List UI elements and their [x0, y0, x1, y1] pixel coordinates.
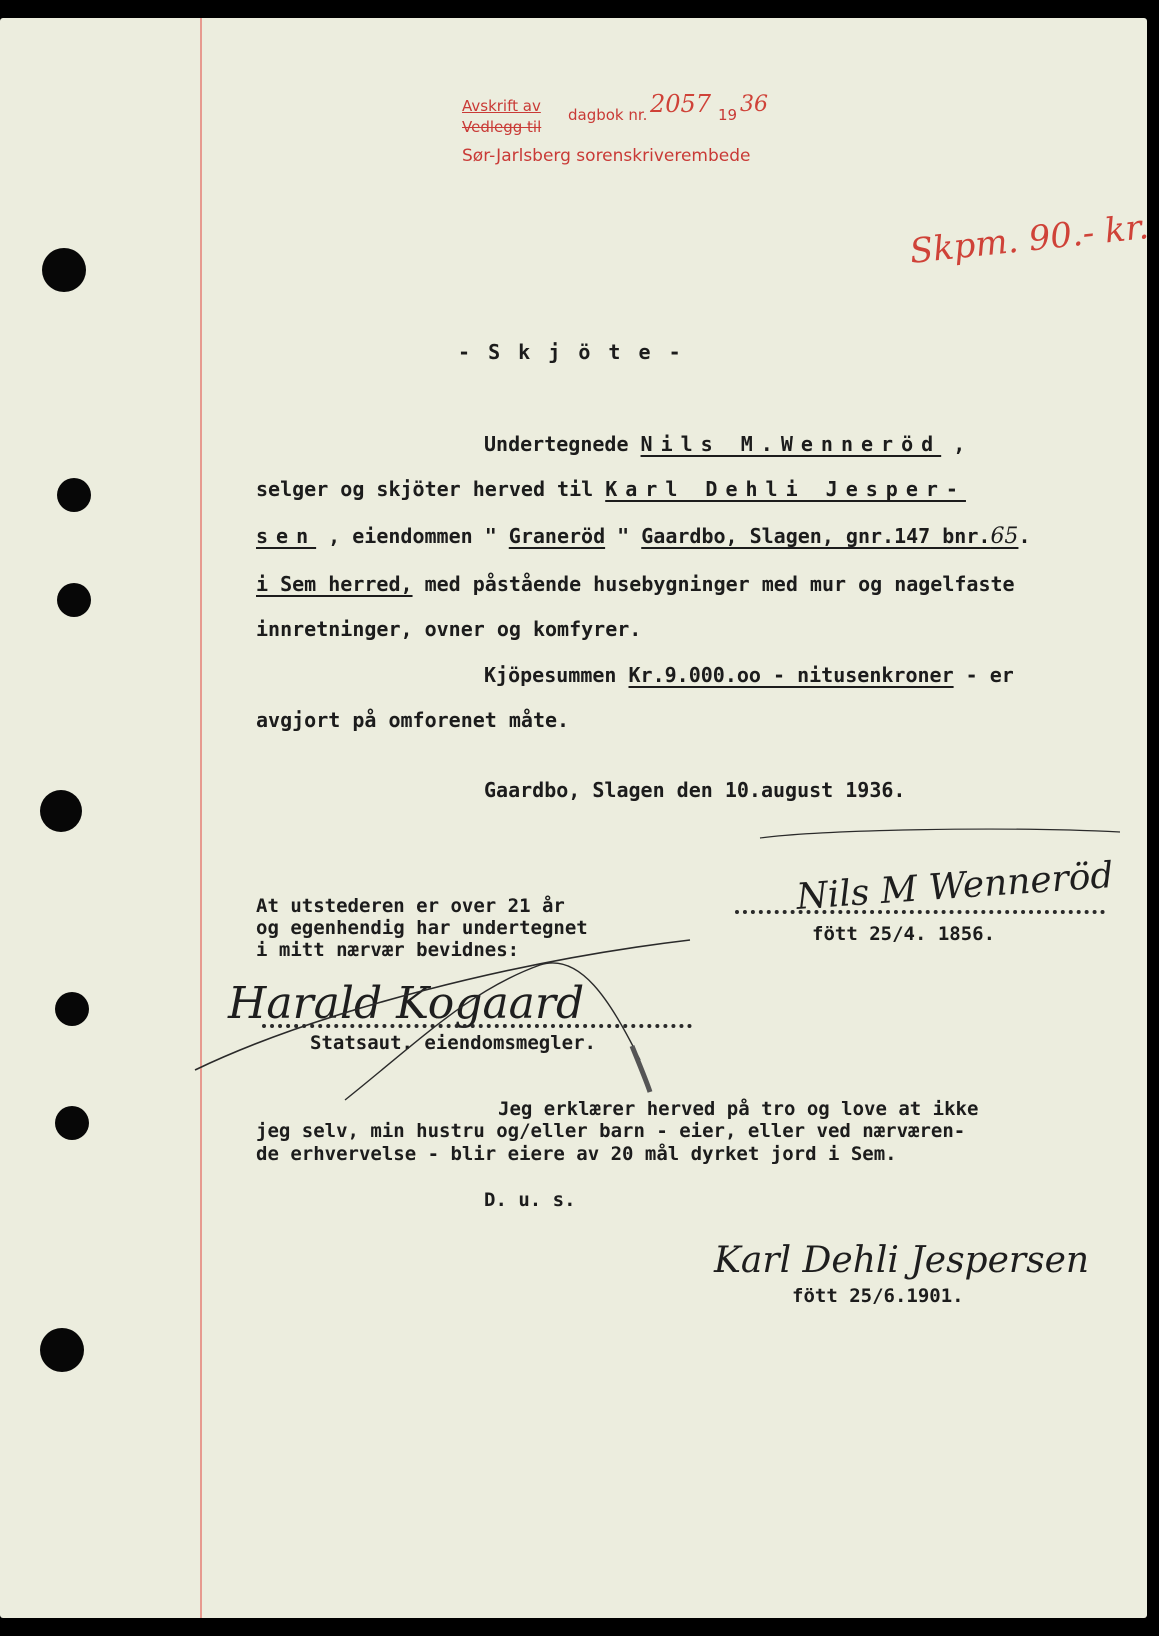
buyer-name: Karl Dehli Jesper- [605, 477, 966, 501]
witness-line-2: og egenhendig har undertegnet [256, 917, 588, 939]
document-title: - S k j ö t e - [458, 340, 684, 364]
fee-note: Skpm. 90.- kr. [907, 207, 1151, 272]
stamp-office: Sør-Jarlsberg sorenskriverembede [462, 146, 751, 166]
property-name: Graneröd [508, 524, 606, 548]
body-line-7: avgjort på omforenet måte. [256, 708, 570, 732]
witness-line-1: At utstederen er over 21 år [256, 895, 565, 917]
body-text: selger og skjöter herved til [256, 477, 606, 501]
body-text: Undertegnede [484, 432, 641, 456]
declaration-line-1: Jeg erklærer herved på tro og love at ikke [498, 1098, 979, 1120]
seller-born: fött 25/4. 1856. [812, 923, 996, 945]
buyer-born: fött 25/6.1901. [792, 1285, 964, 1307]
stamp-avskrift: Avskrift av [462, 97, 541, 115]
purchase-sum: Kr.9.000.oo - nitusenkroner [628, 663, 954, 687]
stamp-dagbok-label: dagbok nr. [568, 106, 648, 124]
witness-role: Statsaut. eiendomsmegler. [310, 1032, 596, 1054]
seller-signature: Nils M Wenneröd [794, 854, 1115, 919]
body-line-5: innretninger, ovner og komfyrer. [256, 617, 642, 641]
body-text: . [1018, 524, 1031, 548]
declaration-line-2: jeg selv, min hustru og/eller barn - eier, eller ved nærværen- [256, 1120, 966, 1142]
place-date: Gaardbo, Slagen den 10.august 1936. [484, 778, 906, 802]
body-text: , eiendommen " [316, 524, 509, 548]
dus: D. u. s. [484, 1189, 576, 1211]
stamp-year-prefix: 19 [718, 106, 738, 124]
seller-name: Nils M.Wenneröd [640, 432, 942, 456]
body-text: - er [953, 663, 1014, 687]
buyer-name-cont: sen [256, 524, 317, 548]
witness-signature: Harald Kogaard [228, 978, 585, 1029]
property-location: Gaardbo, Slagen, gnr.147 bnr. [641, 524, 991, 548]
body-text: Kjöpesummen [484, 663, 629, 687]
body-text: " [605, 524, 642, 548]
stamp-dagbok-number: 2057 [650, 90, 712, 118]
body-text: med påstående husebygninger med mur og nagelfaste [412, 572, 1015, 596]
body-text: , [941, 432, 966, 456]
bnr-handwritten: 65 [990, 524, 1019, 549]
buyer-signature: Karl Dehli Jespersen [714, 1240, 1090, 1281]
declaration-line-3: de erhvervelse - blir eiere av 20 mål dyrket jord i Sem. [256, 1143, 897, 1165]
stamp-vedlegg: Vedlegg til [462, 118, 542, 136]
witness-line-3: i mitt nærvær bevidnes: [256, 939, 520, 961]
municipality: i Sem herred, [256, 572, 413, 596]
stamp-year-suffix: 36 [740, 92, 768, 117]
